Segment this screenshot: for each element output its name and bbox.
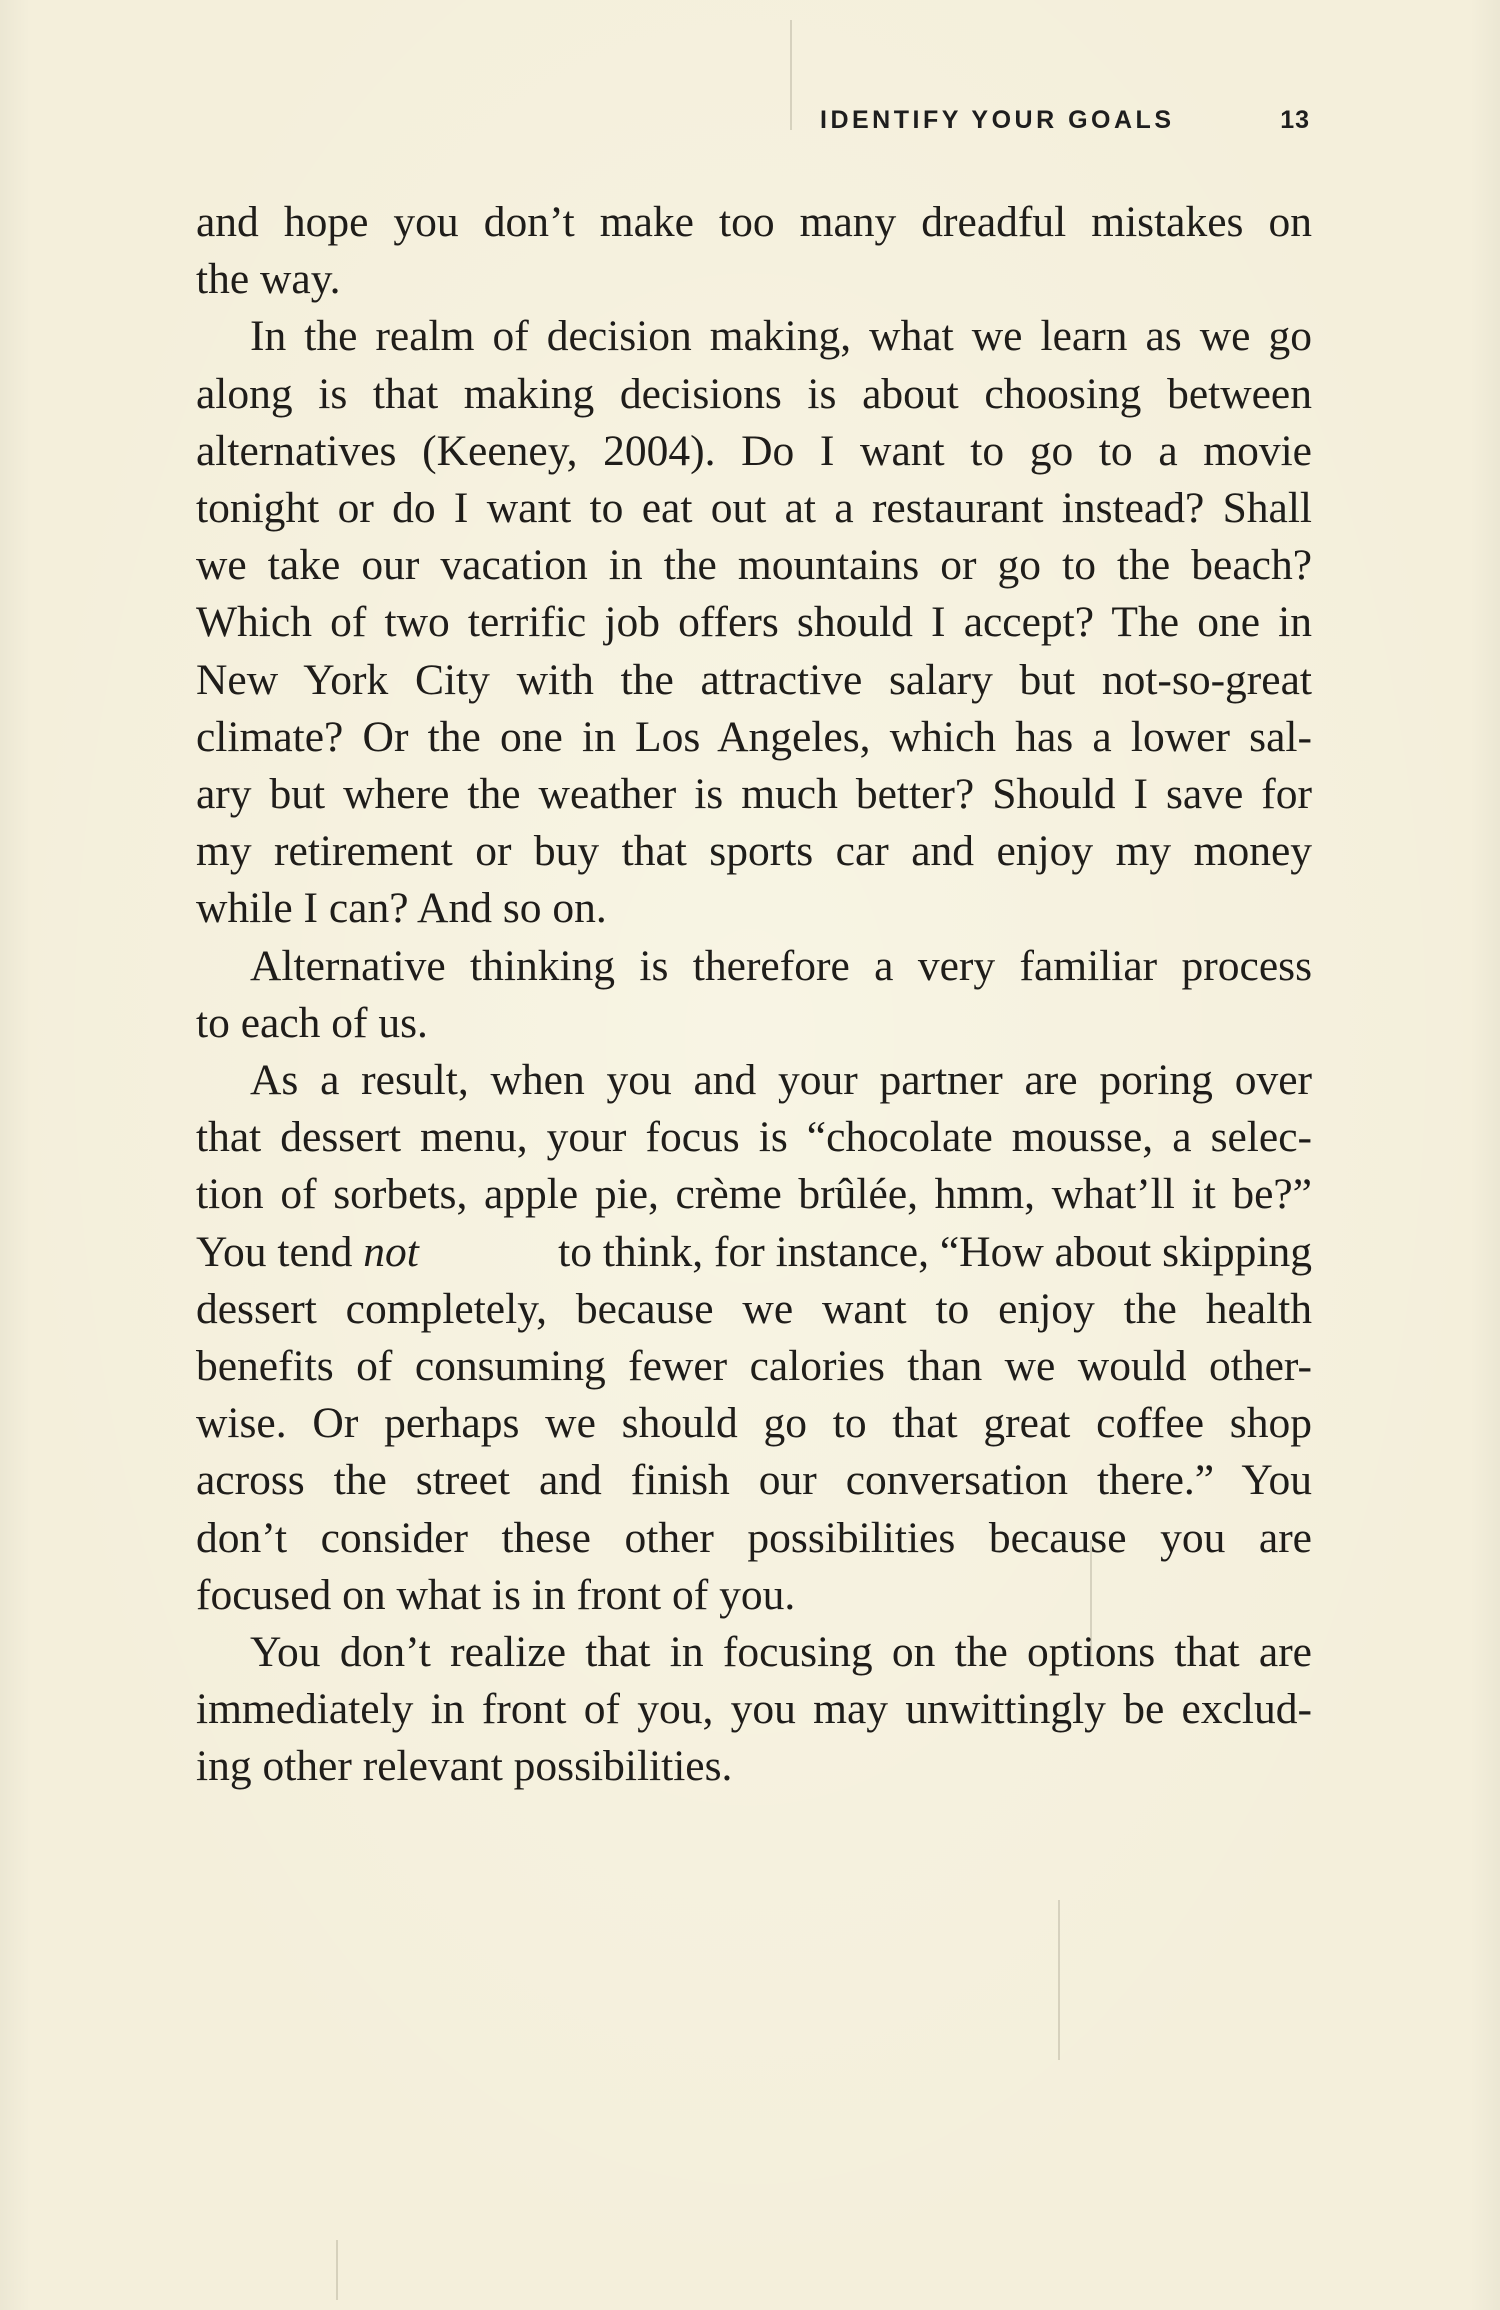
text-line: wise. Or perhaps we should go to that great coffee shop [196,1399,1312,1448]
text-line: tonight or do I want to eat out at a restaurant instead? Shall [196,484,1312,533]
text-line: ary but where the weather is much better? Should I save for [196,770,1312,819]
text-run [196,1224,419,1281]
paragraph [196,308,1312,937]
text-line: that dessert menu, your focus is “chocolate mousse, a selec- [196,1113,1312,1162]
text-line: climate? Or the one in Los Angeles, which has a lower sal- [196,712,1312,761]
paper-scratch-mark [336,2240,338,2300]
text-line-with-emphasis [196,1224,1312,1281]
text-line: across the street and finish our conversation there.” You [196,1456,1312,1505]
text-line: and hope you don’t make too many dreadful mistakes on [196,198,1312,246]
paragraph [196,1052,1312,1624]
text-line: don’t consider these other possibilities because you are [196,1513,1312,1562]
emphasis-not: not [363,1227,419,1276]
text-run-rest: to think, for instance, “How about skipping [547,1227,1312,1276]
text-line: benefits of consuming fewer calories than we would other- [196,1342,1312,1391]
text-line: immediately in front of you, you may unwittingly be exclud- [196,1685,1312,1734]
paper-scratch-mark [1058,1900,1060,2060]
text-line: my retirement or buy that sports car and enjoy my money [196,827,1312,876]
paper-scratch-mark [790,20,792,130]
text-line: to each of us. [196,998,428,1047]
running-head [820,106,1310,146]
text-line: while I can? And so on. [196,884,607,933]
text-line: we take our vacation in the mountains or go to the beach? [196,541,1312,590]
body-text [196,194,1312,1796]
text-line: tion of sorbets, apple pie, crème brûlée, hmm, what’ll it be?” [196,1170,1312,1219]
text-line: New York City with the attractive salary but not-so-great [196,655,1312,704]
paragraph [196,1624,1312,1796]
paragraph [196,938,1312,1052]
text-line: As a result, when you and your partner are poring over [250,1056,1312,1105]
text-line: You don’t realize that in focusing on the options that are [250,1628,1312,1677]
text-line: alternatives (Keeney, 2004). Do I want to go to a movie [196,426,1312,475]
page-number: 13 [1280,106,1310,134]
running-head-title: IDENTIFY YOUR GOALS [820,106,1175,134]
text-line: along is that making decisions is about choosing between [196,369,1312,418]
text-line: In the realm of decision making, what we learn as we go [250,312,1312,361]
text-line: Alternative thinking is therefore a very familiar process [250,941,1312,990]
text-line: focused on what is in front of you. [196,1570,796,1619]
text-line: the way. [196,255,341,304]
text-line: ing other relevant possibilities. [196,1742,733,1791]
text-line: dessert completely, because we want to enjoy the health [196,1284,1312,1333]
text-line: Which of two terrific job offers should I accept? The one in [196,598,1312,647]
text-run-plain: You tend [196,1227,364,1276]
paragraph [196,194,1312,308]
